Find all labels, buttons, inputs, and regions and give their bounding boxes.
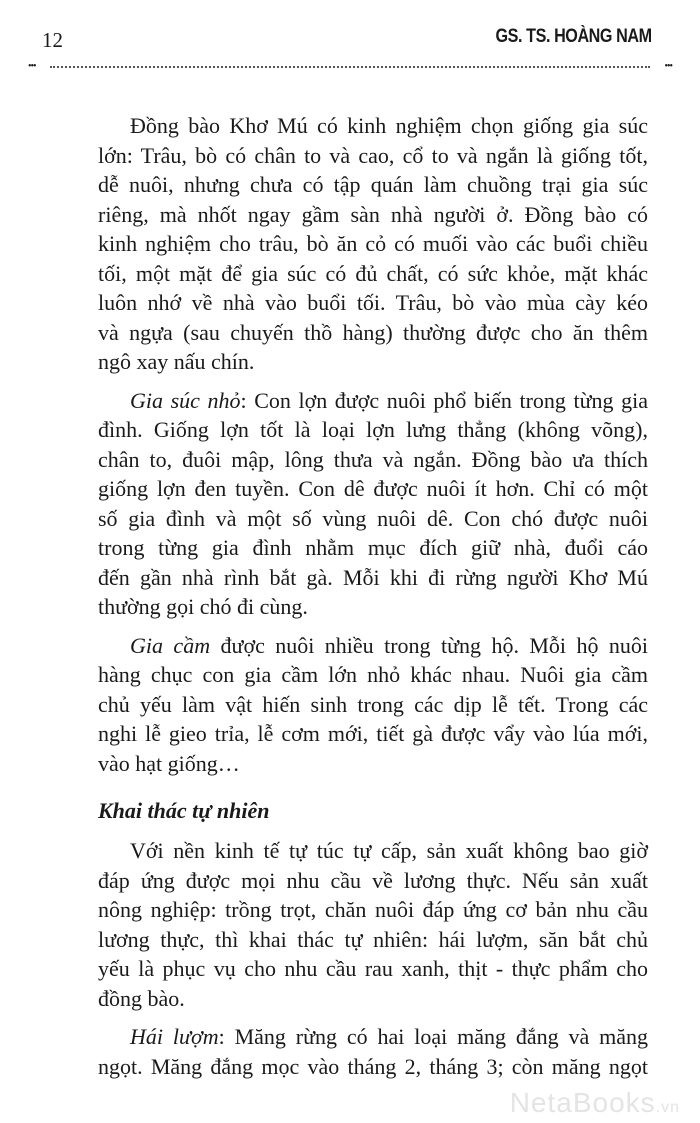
text-line: chân to, đuôi mập, lông thưa và ngắn. Đồng bào ưa thích <box>98 446 648 472</box>
paragraph-gathering <box>98 1022 648 1081</box>
text-line: số gia đình và một số vùng nuôi dê. Con chó được nuôi <box>98 505 648 531</box>
paragraph-small-livestock <box>98 386 648 622</box>
paragraph-poultry <box>98 631 648 779</box>
text-line: chủ yếu làm vật hiến sinh trong các dịp lễ tết. Trong các <box>98 691 648 717</box>
text-line: Gia cầm được nuôi nhiều trong từng hộ. Mỗi hộ nuôi <box>130 632 649 658</box>
watermark: NetaBooks.vn <box>509 1087 680 1118</box>
paragraph-large-livestock <box>98 111 648 377</box>
text-line: yếu là phục vụ cho nhu cầu rau xanh, thịt - thực phẩm cho <box>98 956 648 981</box>
text-line: dễ nuôi, nhưng chưa có tập quán làm chuồng trại gia súc <box>98 172 648 197</box>
text-line: ngọt. Măng đắng mọc vào tháng 2, tháng 3; còn măng ngọt <box>98 1053 648 1079</box>
text-line: giống lợn đen tuyền. Con dê được nuôi ít hơn. Chỉ có một <box>98 476 648 501</box>
italic-lead: Gia cầm <box>130 632 211 658</box>
text-line: lương thực, thì khai thác tự nhiên: hái lượm, săn bắt chủ <box>98 926 648 952</box>
text-line: trong từng gia đình nhằm mục đích giữ nhà, đuổi cáo <box>98 535 648 560</box>
text-line: vào hạt giống… <box>98 750 240 776</box>
paragraph-natural-exploitation <box>98 836 648 1013</box>
italic-lead: Hái lượm <box>130 1024 219 1049</box>
text-line: hàng chục con gia cầm lớn nhỏ khác nhau. Nuôi gia cầm <box>98 662 648 687</box>
text-line: đồng bào. <box>98 985 185 1011</box>
text-line: ngô xay nấu chín. <box>98 349 255 374</box>
text-line: đình. Giống lợn tốt là loại lợn lưng thẳng (không võng), <box>98 417 648 442</box>
text-line: Gia súc nhỏ: Con lợn được nuôi phổ biến trong từng gia <box>130 387 649 413</box>
text-line: đáp ứng được mọi nhu cầu về lương thực. Nếu sản xuất <box>98 867 648 893</box>
text-line: đến gần nhà rình bắt gà. Mỗi khi đi rừng người Khơ Mú <box>98 564 648 590</box>
body-text <box>98 111 648 1090</box>
running-header-author: GS. TS. HOÀNG NAM <box>495 26 652 47</box>
text-line: nông nghiệp: trồng trọt, chăn nuôi đáp ứng cơ bản nhu cầu <box>98 897 648 922</box>
text-line: Hái lượm: Măng rừng có hai loại măng đắng và măng <box>130 1024 648 1049</box>
divider-end-left: ••• <box>28 61 36 72</box>
divider-end-right: ••• <box>664 61 672 72</box>
header-divider <box>28 61 672 72</box>
text-line: lớn: Trâu, bò có chân to và cao, cổ to và ngắn là giống tốt, <box>98 142 648 168</box>
text-line: nghi lễ gieo trỉa, lễ cơm mới, tiết gà được vẩy vào lúa mới, <box>98 721 648 746</box>
italic-lead: Gia súc nhỏ <box>130 387 241 413</box>
text-line: Đồng bào Khơ Mú có kinh nghiệm chọn giống gia súc <box>130 113 648 138</box>
text-line: kinh nghiệm cho trâu, bò ăn cỏ có muối vào các buổi chiều <box>98 231 648 256</box>
text-line: tối, một mặt để gia súc có đủ chất, có sức khỏe, mặt khác <box>98 260 648 286</box>
text-line: thường gọi chó đi cùng. <box>98 594 308 619</box>
text-line: và ngựa (sau chuyến thồ hàng) thường được cho ăn thêm <box>98 319 648 345</box>
section-heading: Khai thác tự nhiên <box>98 798 270 823</box>
text-line: luôn nhớ về nhà vào buổi tối. Trâu, bò vào mùa cày kéo <box>98 290 648 315</box>
page-number: 12 <box>42 28 63 52</box>
text-line: riêng, mà nhốt ngay gầm sàn nhà người ở. Đồng bào có <box>98 201 648 227</box>
text-line: Với nền kinh tế tự túc tự cấp, sản xuất không bao giờ <box>130 838 648 863</box>
